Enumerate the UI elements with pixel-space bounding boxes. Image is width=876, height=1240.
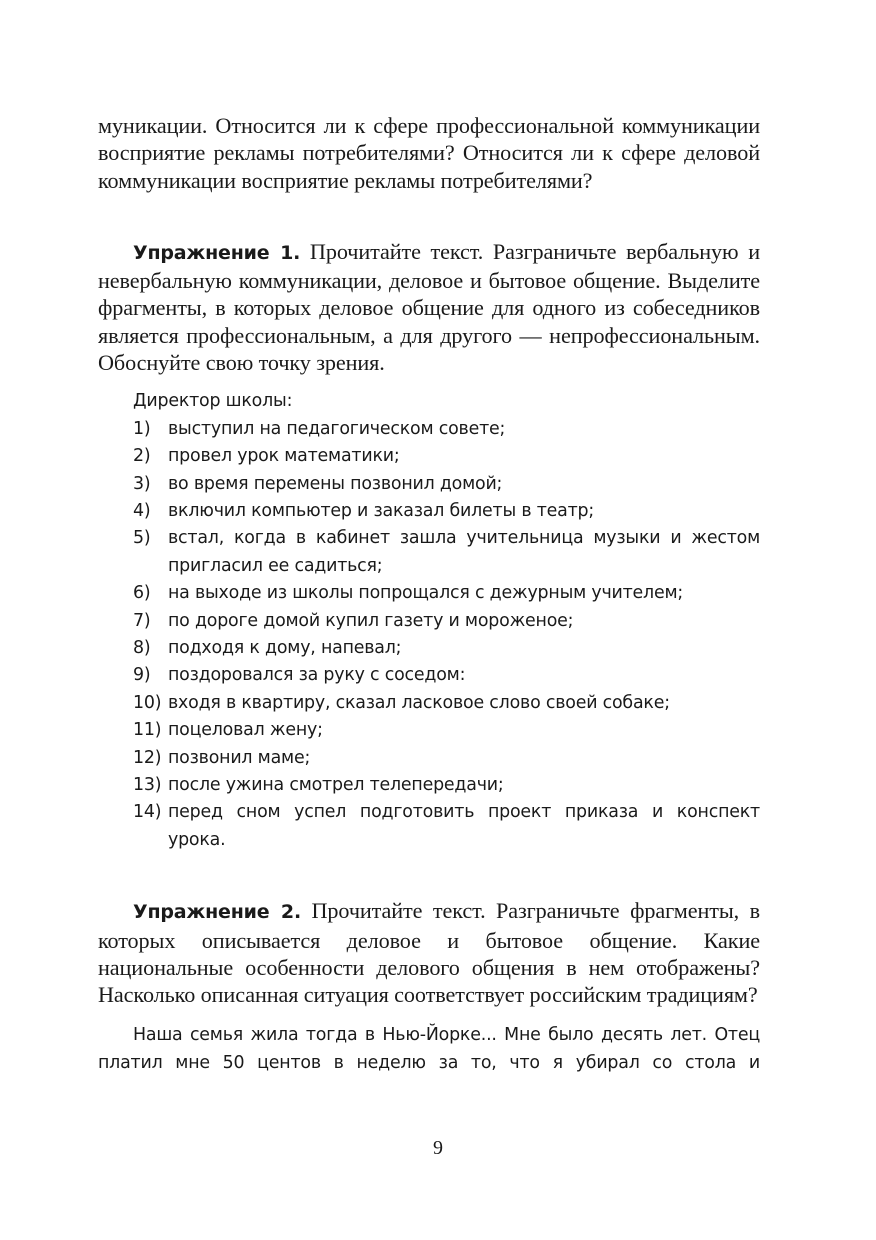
page-number: 9 (433, 1137, 443, 1159)
list-item (98, 525, 760, 580)
list-item (98, 416, 760, 443)
list-item (98, 498, 760, 525)
list-item-text: по дороге домой купил газету и мороженое; (168, 610, 574, 631)
list-item (98, 690, 760, 717)
list-item (98, 608, 760, 635)
list-item (98, 799, 760, 854)
list-item-number: 8) (133, 638, 151, 659)
list-item (98, 443, 760, 470)
list-item-number: 11) (133, 720, 162, 741)
list-item (98, 772, 760, 799)
list-item-text: перед сном успел подготовить проект приказа и конспект урока. (168, 802, 760, 850)
list-item-number: 9) (133, 665, 151, 686)
list-item-text: во время перемены позвонил домой; (168, 473, 503, 494)
list-item-number: 14) (133, 802, 162, 823)
story-paragraph: Наша семья жила тогда в Нью-Йорке... Мне было десять лет. Отец платил мне 50 центов в неделю за то, что я убирал со стола и (98, 1025, 760, 1073)
exercise-1-text: Прочитайте текст. Разграничьте вербальную и невербальную коммуникации, деловое и бытовое общение. Выделите фрагменты, в которых деловое общение для одного из собеседников является профессиональным, а для другого — непрофессиональным. Обоснуйте свою точку зрения. (98, 238, 760, 376)
exercise-2-title: Упражнение 2. (133, 901, 301, 924)
list-item-text: входя в квартиру, сказал ласковое слово своей собаке; (168, 692, 670, 713)
list-item-text: на выходе из школы попрощался с дежурным учителем; (168, 583, 684, 604)
list-item (98, 580, 760, 607)
list-item-text: после ужина смотрел телепередачи; (168, 775, 504, 796)
list-item-number: 1) (133, 418, 151, 439)
intro-paragraph: муникации. Относится ли к сфере профессиональной коммуникации восприятие рекламы потребителями? Относится ли к сфере деловой коммуникации восприятие рекламы потребителями? (98, 113, 760, 193)
list-item (98, 662, 760, 689)
exercise-1-list-block (98, 388, 760, 854)
list-item-text: позвонил маме; (168, 747, 311, 768)
list-item-number: 10) (133, 692, 162, 713)
list-item-number: 12) (133, 747, 162, 768)
list-item (98, 635, 760, 662)
list-item (98, 717, 760, 744)
exercise-1-paragraph (98, 238, 760, 376)
list-item-number: 4) (133, 501, 151, 521)
exercise-2-paragraph (98, 897, 760, 1008)
list-item-number: 7) (133, 610, 151, 631)
exercise-2-text: Прочитайте текст. Разграничьте фрагменты, в которых описывается деловое и бытовое общение. Какие национальные особенности делового общения в нем отображены? Насколько описанная ситуация соответствует российским традициям? (98, 898, 760, 1008)
page-content (98, 112, 760, 1077)
list-item-number: 6) (133, 583, 151, 604)
list-item-number: 2) (133, 446, 151, 467)
action-list (98, 416, 760, 855)
list-heading: Директор школы: (133, 391, 293, 412)
list-item-text: поцеловал жену; (168, 720, 323, 741)
list-item-text: поздоровался за руку с соседом: (168, 665, 466, 686)
list-item-number: 13) (133, 775, 162, 796)
list-item-number: 3) (133, 473, 151, 494)
list-item-text: подходя к дому, напевал; (168, 638, 402, 659)
list-item (98, 745, 760, 772)
list-item-text: провел урок математики; (168, 446, 400, 467)
list-item-text: выступил на педагогическом совете; (168, 418, 506, 439)
exercise-1-title: Упражнение 1. (133, 241, 301, 264)
list-item (98, 471, 760, 498)
list-item-number: 5) (133, 528, 151, 549)
list-item-text: включил компьютер и заказал билеты в театр; (168, 501, 595, 521)
list-item-text: встал, когда в кабинет зашла учительница музыки и жестом пригласил ее садиться; (168, 528, 760, 576)
